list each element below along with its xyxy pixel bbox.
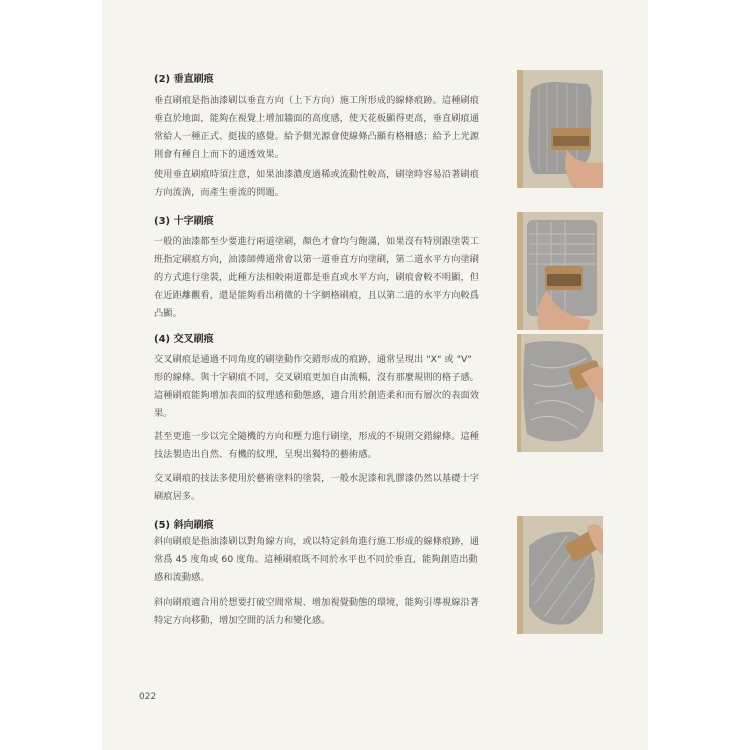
section-heading-diagonal: (5) 斜向刷痕 (154, 520, 214, 531)
paragraph: 垂直刷痕是指油漆刷以垂直方向（上下方向）施工所形成的線條痕跡。這種刷痕垂直於地面，能夠在視覺上增加牆面的高度感，使天花板顯得更高，垂直刷痕通常給人一種正式、挺拔的感覺。給予側光源會使線條凸顯有格柵感；給予上光源則會有種自上而下的通透效果。 (154, 95, 480, 160)
paragraph: 甚至更進一步以完全隨機的方向和壓力進行刷塗，形成的不規則交錯線條。這種技法製造出自然、有機的紋理，呈現出獨特的藝術感。 (154, 431, 480, 460)
paragraph: 斜向刷痕適合用於想要打破空間常規、增加視覺動態的環境，能夠引導視線沿著特定方向移動，增加空間的活力和變化感。 (154, 597, 480, 626)
section-heading-cross: (3) 十字刷痕 (154, 216, 214, 227)
paragraph: 使用垂直刷痕時須注意，如果油漆濃度過稀或流動性較高，刷塗時容易沿著刷痕方向流淌，而產生垂流的問題。 (154, 169, 480, 198)
paragraph: 一般的油漆都至少要進行兩道塗刷，顏色才會均勻飽滿，如果沒有特別跟塗裝工班指定刷痕方向，油漆師傅通常會以第一道垂直方向塗刷，第二道水平方向塗刷的方式進行塗裝，此種方法相較兩道都是垂直或水平方向，刷痕會較不明顯，但在近距離觀看，還是能夠看出稍微的十字網格刷痕，且以第二道的水平方向較爲凸顯。 (154, 236, 480, 319)
section-heading-crosshatch: (4) 交叉刷痕 (154, 334, 214, 345)
diagonal-brush-photo (517, 516, 603, 634)
page-number: 022 (139, 692, 157, 702)
cross-brush-photo (517, 212, 603, 330)
crosshatch-brush-photo (517, 334, 603, 452)
paragraph: 交叉刷痕是通過不同角度的刷塗動作交錯形成的痕跡，通常呈現出 "X" 或 "V" 形的線條。與十字刷痕不同，交叉刷痕更加自由流暢，沒有那麼規則的格子感。這種刷痕能夠增加表面的紋理感和動態感，適合用於創造柔和而有層次的表面效果。 (154, 354, 480, 419)
paragraph: 斜向刷痕是指油漆刷以對角線方向，或以特定斜角進行施工形成的線條痕跡，通常爲 45 度角或 60 度角。這種刷痕既不同於水平也不同於垂直，能夠創造出動感和流動感。 (154, 536, 480, 583)
paragraph: 交叉刷痕的技法多使用於藝術塗料的塗裝，一般水泥漆和乳膠漆仍然以基礎十字刷痕居多。 (154, 473, 480, 502)
vertical-brush-photo (517, 70, 603, 188)
section-heading-vertical: (2) 垂直刷痕 (154, 74, 214, 85)
